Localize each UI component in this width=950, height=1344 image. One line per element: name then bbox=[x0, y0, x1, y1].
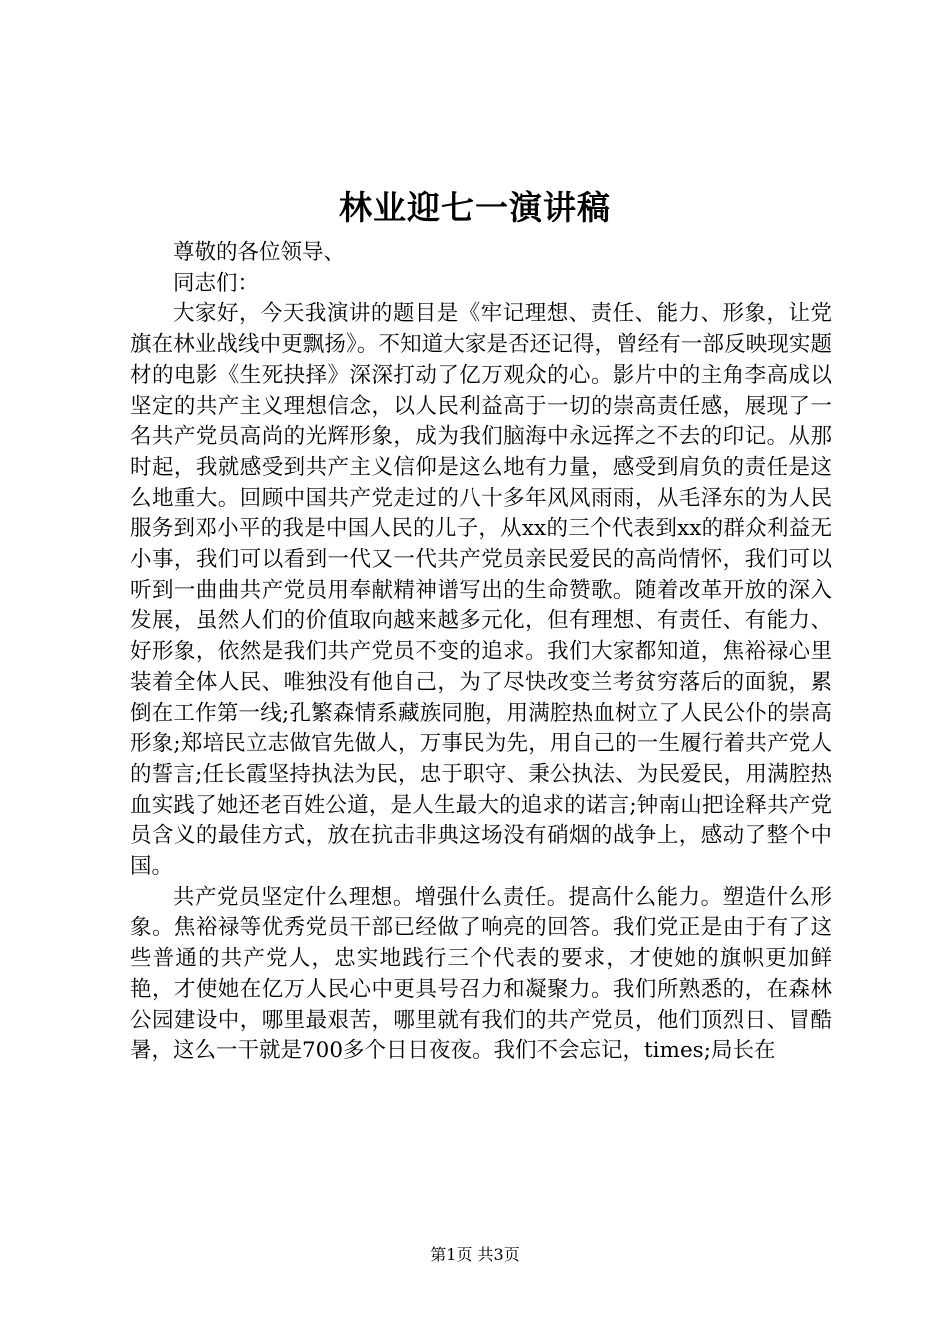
salutation-line: 同志们： bbox=[173, 270, 260, 296]
document-body bbox=[130, 238, 832, 1067]
page-footer: 第1页 共3页 bbox=[430, 1245, 520, 1264]
salutation-line: 尊敬的各位领导、 bbox=[173, 240, 346, 265]
body-paragraph: 大家好，今天我演讲的题目是《牢记理想、责任、能力、形象，让党旗在林业战线中更飘扬》。不知道大家是否还记得，曾经有一部反映现实题材的电影《生死抉择》深深打动了亿万观众的心。影片中的主角李高成以坚定的共产主义理想信念，以人民利益高于一切的崇高责任感，展现了一名共产党员高尚的光辉形象，成为我们脑海中永远挥之不去的印记。从那时起，我就感受到共产主义信仰是这么地有力量，感受到肩负的责任是这么地重大。回顾中国共产党走过的八十多年风风雨雨，从毛泽东的为人民服务到邓小平的我是中国人民的儿子，从xx的三个代表到xx的群众利益无小事，我们可以看到一代又一代共产党员亲民爱民的高尚情怀，我们可以听到一曲曲共产党员用奉献精神谱写出的生命赞歌。随着改革开放的深入发展，虽然人们的价值取向越来越多元化，但有理想、有责任、有能力、好形象，依然是我们共产党员不变的追求。我们大家都知道，焦裕禄心里装着全体人民、唯独没有他自己，为了尽快改变兰考贫穷落后的面貌，累倒在工作第一线;孔繁森情系藏族同胞，用满腔热血树立了人民公仆的崇高形象;郑培民立志做官先做人，万事民为先，用自己的一生履行着共产党人的誓言;任长霞坚持执法为民，忠于职守、秉公执法、为民爱民，用满腔热血实践了她还老百姓公道，是人生最大的追求的诺言;钟南山把诠释共产党员含义的最佳方式，放在抗击非典这场没有硝烟的战争上，感动了整个中国。 bbox=[130, 301, 832, 880]
body-paragraph: 共产党员坚定什么理想。增强什么责任。提高什么能力。塑造什么形象。焦裕禄等优秀党员干部已经做了响亮的回答。我们党正是由于有了这些普通的共产党人，忠实地践行三个代表的要求，才使她的旗帜更加鲜艳，才使她在亿万人民心中更具号召力和凝聚力。我们所熟悉的，在森林公园建设中，哪里最艰苦，哪里就有我们的共产党员，他们顶烈日、冒酷暑，这么一干就是700多个日日夜夜。我们不会忘记，times;局长在 bbox=[130, 884, 832, 1064]
document-title: 林业迎七一演讲稿 bbox=[339, 188, 611, 227]
